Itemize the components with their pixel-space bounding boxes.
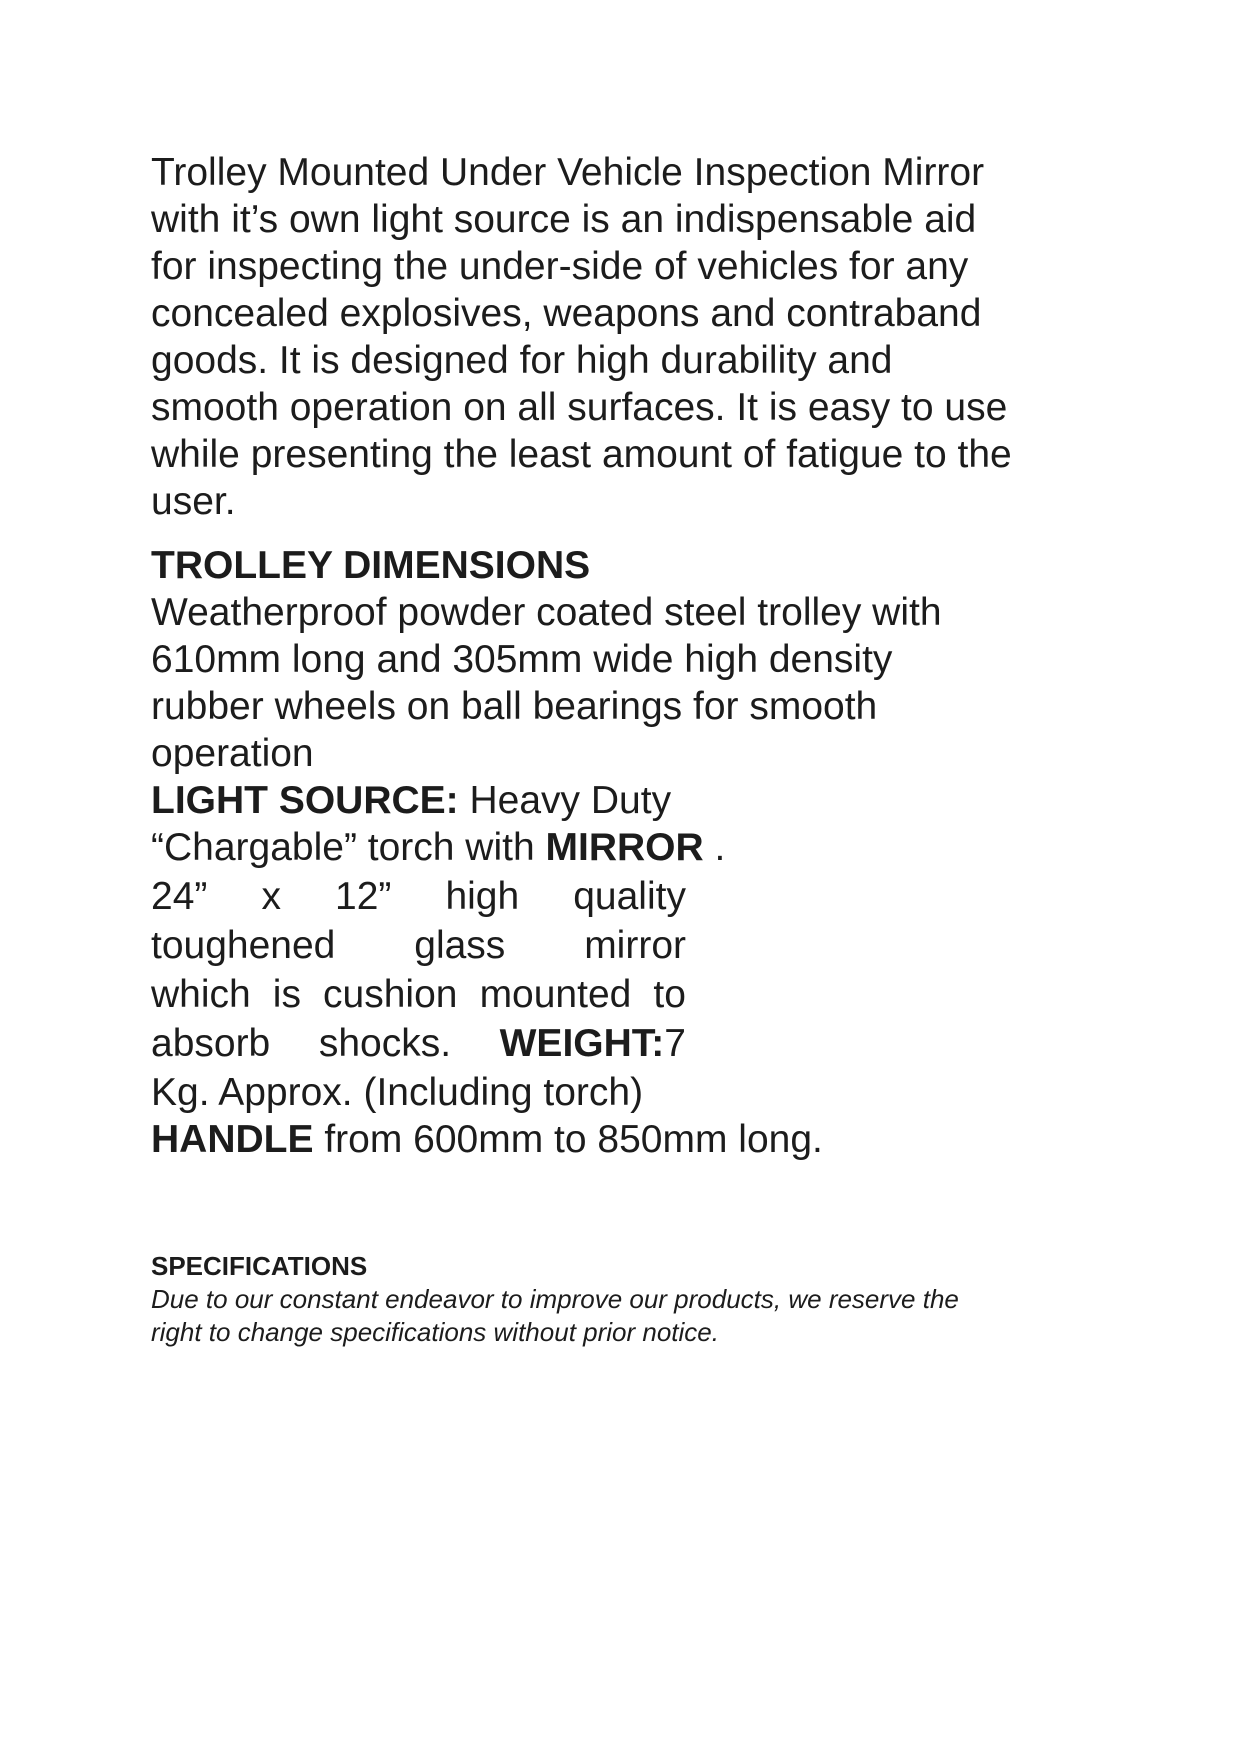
light-source-value: Heavy Duty	[458, 779, 672, 822]
word: high	[445, 875, 520, 918]
word: shocks.	[318, 1022, 452, 1065]
word: x	[261, 875, 281, 918]
intro-line: while presenting the least amount of fatigue to the	[151, 433, 1012, 476]
handle-line	[151, 1116, 823, 1164]
weight-value: 7	[664, 1022, 686, 1065]
handle-label: HANDLE	[151, 1118, 314, 1161]
word: absorb	[151, 1022, 271, 1065]
torch-text: “Chargable” torch with	[151, 826, 546, 869]
mirror-suffix: .	[703, 826, 726, 869]
intro-line: smooth operation on all surfaces. It is easy to use	[151, 386, 1008, 429]
mirror-line	[151, 873, 686, 921]
weight-group	[500, 1020, 686, 1068]
mirror-line	[151, 922, 686, 970]
word: to	[653, 973, 686, 1016]
intro-line: with it’s own light source is an indispensable aid	[151, 198, 977, 241]
word: mirror	[584, 924, 686, 967]
intro-line: concealed explosives, weapons and contraband	[151, 292, 982, 335]
torch-mirror-line	[151, 824, 725, 872]
specifications-heading: SPECIFICATIONS	[151, 1251, 368, 1281]
trolley-dimensions-line: operation	[151, 732, 314, 775]
word: quality	[573, 875, 686, 918]
word: which	[151, 973, 251, 1016]
word: is	[272, 973, 301, 1016]
trolley-dimensions-line: Weatherproof powder coated steel trolley with	[151, 591, 942, 634]
weight-detail-line: Kg. Approx. (Including torch)	[151, 1071, 644, 1114]
specifications-note-line: right to change specifications without prior notice.	[151, 1317, 719, 1347]
intro-line: Trolley Mounted Under Vehicle Inspection Mirror	[151, 151, 985, 194]
light-source-label: LIGHT SOURCE:	[151, 779, 459, 822]
word: toughened	[151, 924, 336, 967]
intro-line: for inspecting the under-side of vehicles for any	[151, 245, 969, 288]
word: glass	[414, 924, 506, 967]
mirror-line	[151, 971, 686, 1019]
word: 12”	[335, 875, 392, 918]
word: mounted	[479, 973, 632, 1016]
mirror-weight-line	[151, 1020, 686, 1068]
trolley-dimensions-line: rubber wheels on ball bearings for smooth	[151, 685, 878, 728]
light-source-line	[151, 777, 671, 825]
mirror-label: MIRROR	[545, 826, 704, 869]
weight-label: WEIGHT:	[499, 1022, 665, 1065]
word: cushion	[323, 973, 458, 1016]
trolley-dimensions-line: 610mm long and 305mm wide high density	[151, 638, 893, 681]
handle-value: from 600mm to 850mm long.	[313, 1118, 823, 1161]
trolley-dimensions-heading: TROLLEY DIMENSIONS	[151, 544, 591, 587]
intro-line: user.	[151, 480, 236, 523]
word: 24”	[151, 875, 208, 918]
specifications-note-line: Due to our constant endeavor to improve our products, we reserve the	[151, 1284, 959, 1314]
intro-line: goods. It is designed for high durability and	[151, 339, 893, 382]
